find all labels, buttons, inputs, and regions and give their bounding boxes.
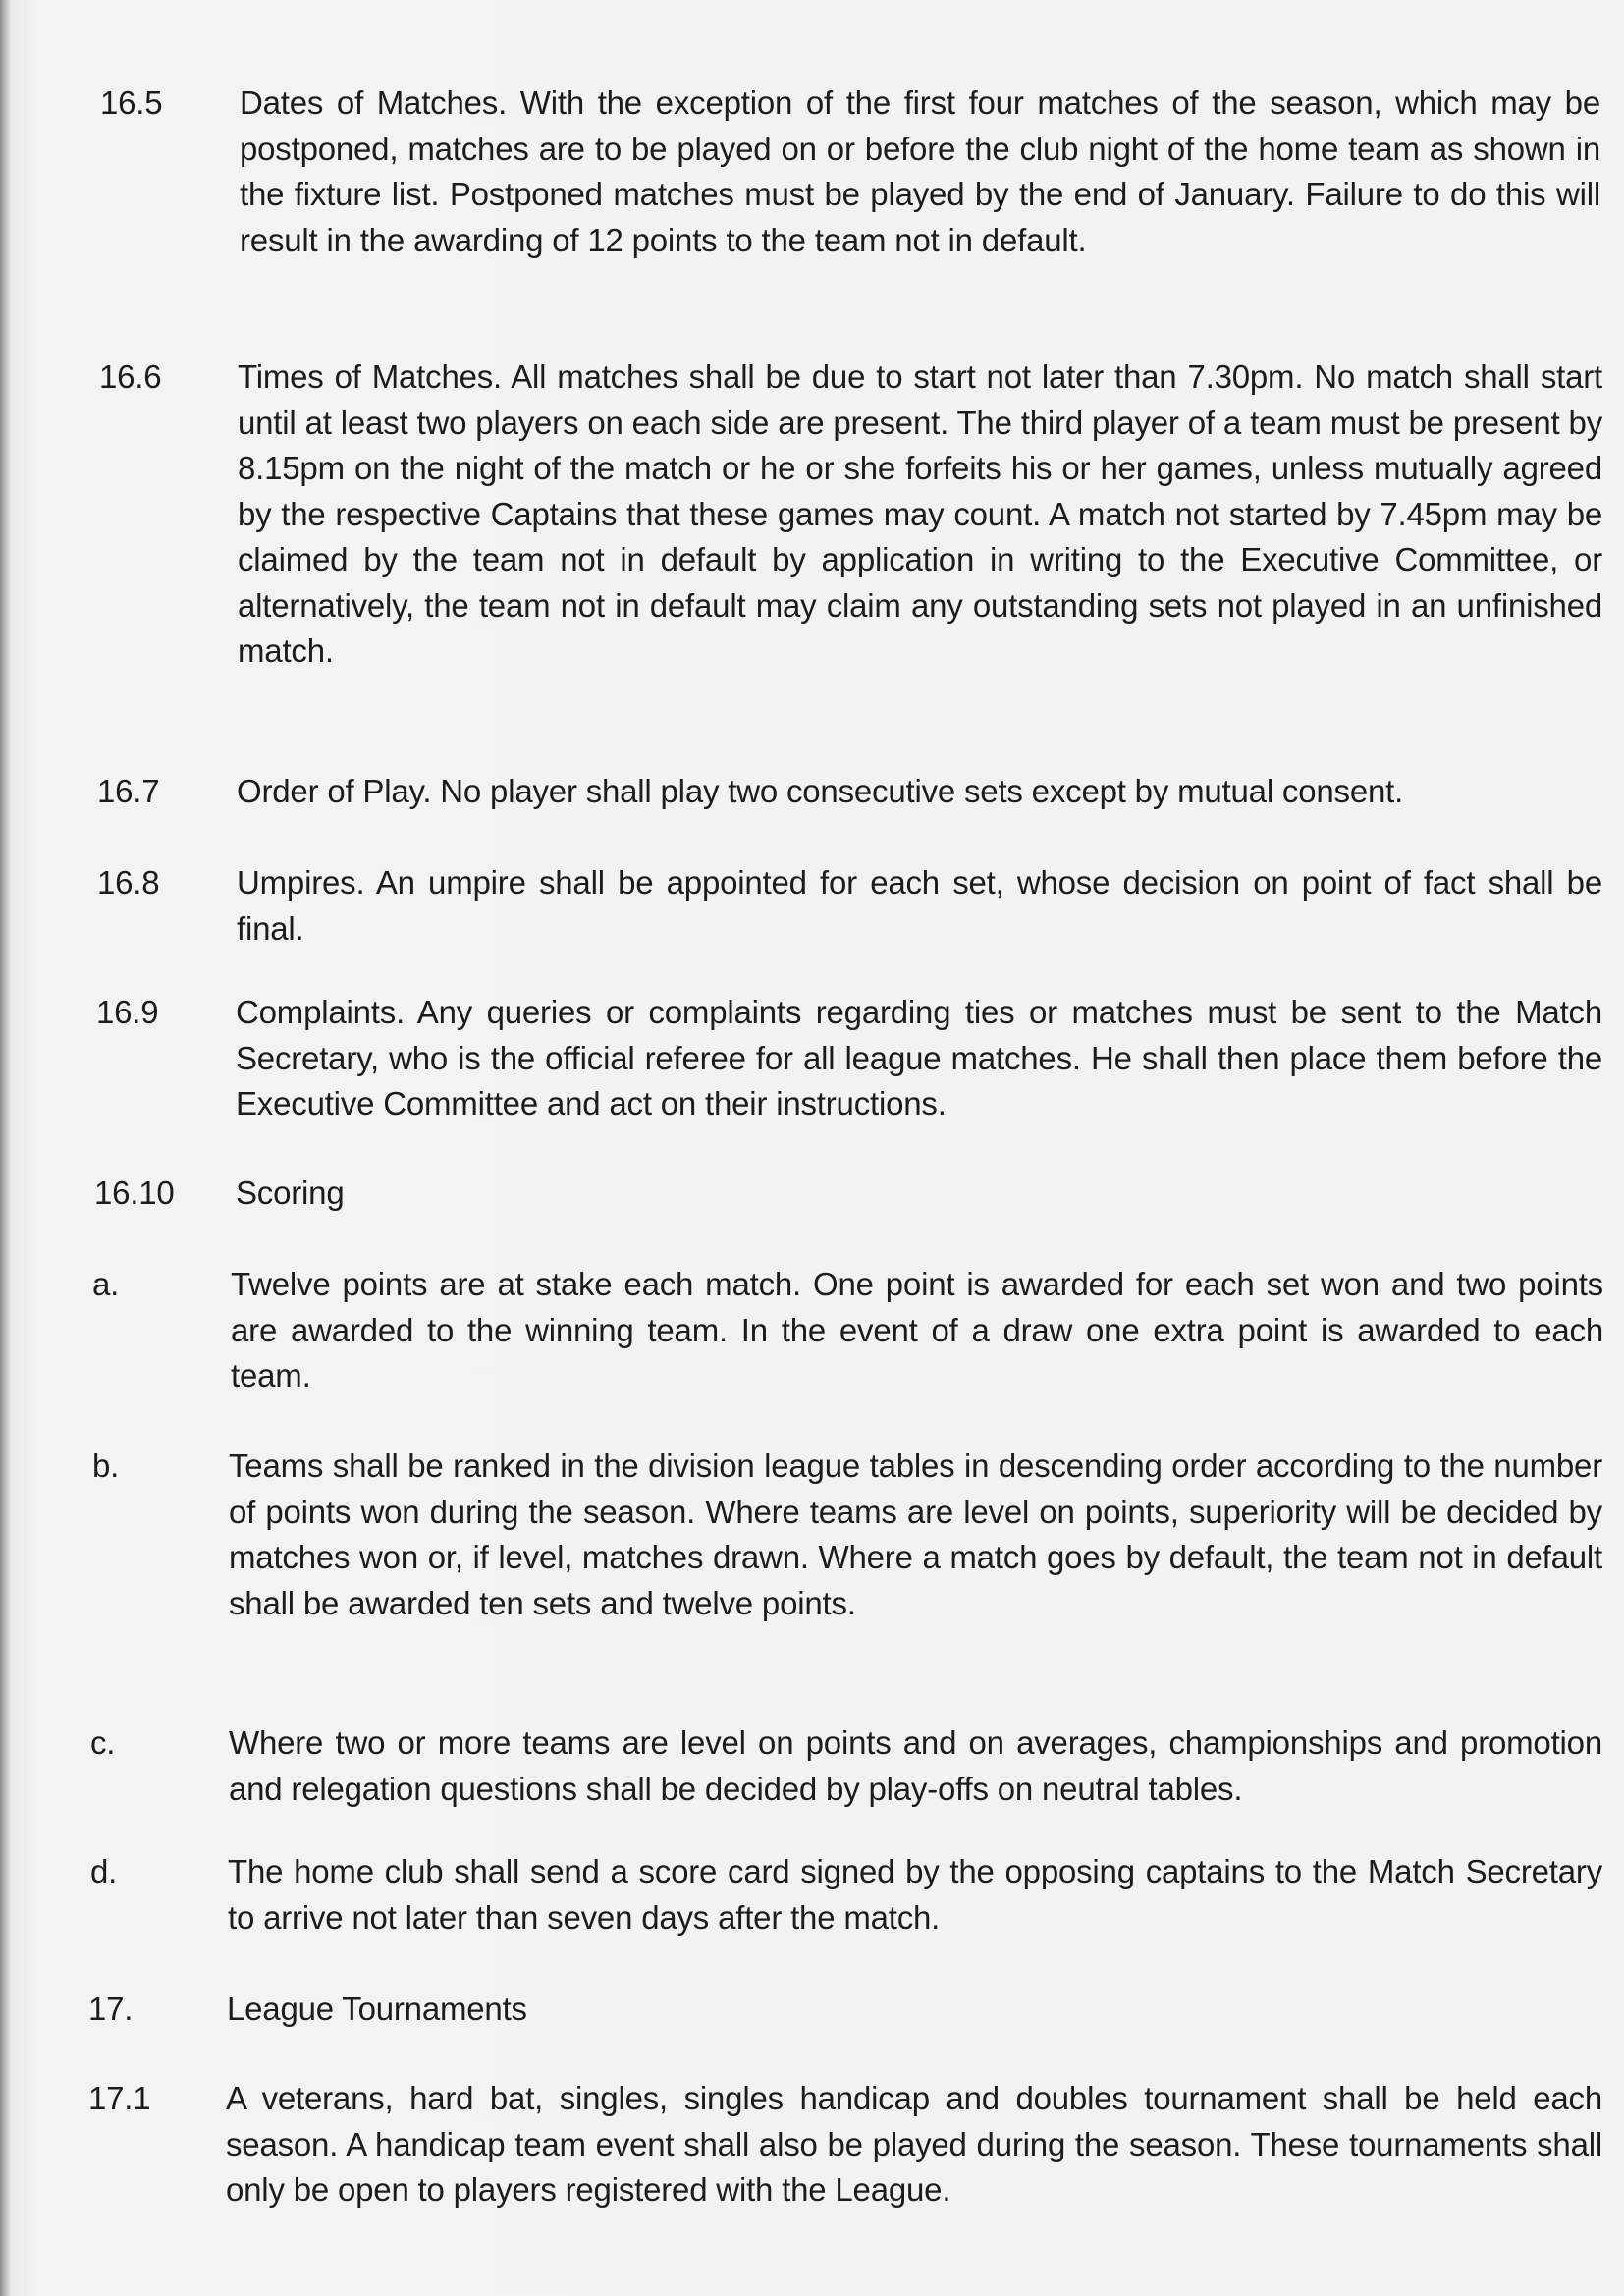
section-text: Order of Play. No player shall play two consecutive sets except by mutual consent. <box>237 773 1404 809</box>
section-text: Umpires. An umpire shall be appointed for each set, whose decision on point of fact shall be final. <box>237 864 1602 947</box>
section-text: Times of Matches. All matches shall be due to start not later than 7.30pm. No match shall start until at least two players on each side are present. The third player of a team must be present by 8.15pm on the night of the match or he or she forfeits his or her games, unless mutually agreed by the respective Captains that these games may count. A match not started by 7.45pm may be claimed by the team not in default by application in writing to the Executive Committee, or alternatively, the team not in default may claim any outstanding sets not played in an unfinished match. <box>238 358 1602 669</box>
subsection-text: The home club shall send a score card signed by the opposing captains to the Match Secretary to arrive not later than seven days after the match. <box>228 1853 1602 1936</box>
section-text: A veterans, hard bat, singles, singles handicap and doubles tournament shall be held each season. A handicap team event shall also be played during the season. These tournaments shall only be open to players registered with the League. <box>226 2080 1602 2208</box>
section-text: Complaints. Any queries or complaints regarding ties or matches must be sent to the Match Secretary, who is the official referee for all league matches. He shall then place them before the Executive Committee and act on their instructions. <box>236 994 1602 1121</box>
section-number: 17. <box>88 1991 134 2027</box>
section-heading: Scoring <box>236 1175 345 1211</box>
subsection-letter: d. <box>90 1853 118 1889</box>
section-number: 16.7 <box>97 773 160 809</box>
section-number: 16.9 <box>96 994 159 1030</box>
subsection-letter: c. <box>90 1724 116 1761</box>
subsection-text: Teams shall be ranked in the division league tables in descending order according to the number of points won during the season. Where teams are level on points, superiority will be decided by matches won or, if level, matches drawn. Where a match goes by default, the team not in default shall be awarded ten sets and twelve points. <box>229 1448 1602 1621</box>
section-number: 16.10 <box>94 1175 175 1211</box>
subsection-letter: b. <box>92 1448 120 1484</box>
section-number: 16.6 <box>99 358 162 395</box>
section-number: 16.8 <box>97 864 160 901</box>
section-number: 17.1 <box>88 2080 151 2116</box>
subsection-text: Twelve points are at stake each match. One point is awarded for each set won and two points are awarded to the winning team. In the event of a draw one extra point is awarded to each team. <box>231 1266 1603 1394</box>
subsection-letter: a. <box>92 1266 120 1302</box>
section-text: Dates of Matches. With the exception of the first four matches of the season, which may be postponed, matches are to be played on or before the club night of the home team as shown in the fixture list. Postponed matches must be played by the end of January. Failure to do this will result in the awarding of 12 points to the team not in default. <box>240 84 1600 258</box>
section-heading: League Tournaments <box>227 1991 527 2027</box>
section-number: 16.5 <box>100 84 163 121</box>
subsection-text: Where two or more teams are level on points and on averages, championships and promotion and relegation questions shall be decided by play-offs on neutral tables. <box>229 1724 1602 1807</box>
binding-edge <box>0 0 10 2296</box>
